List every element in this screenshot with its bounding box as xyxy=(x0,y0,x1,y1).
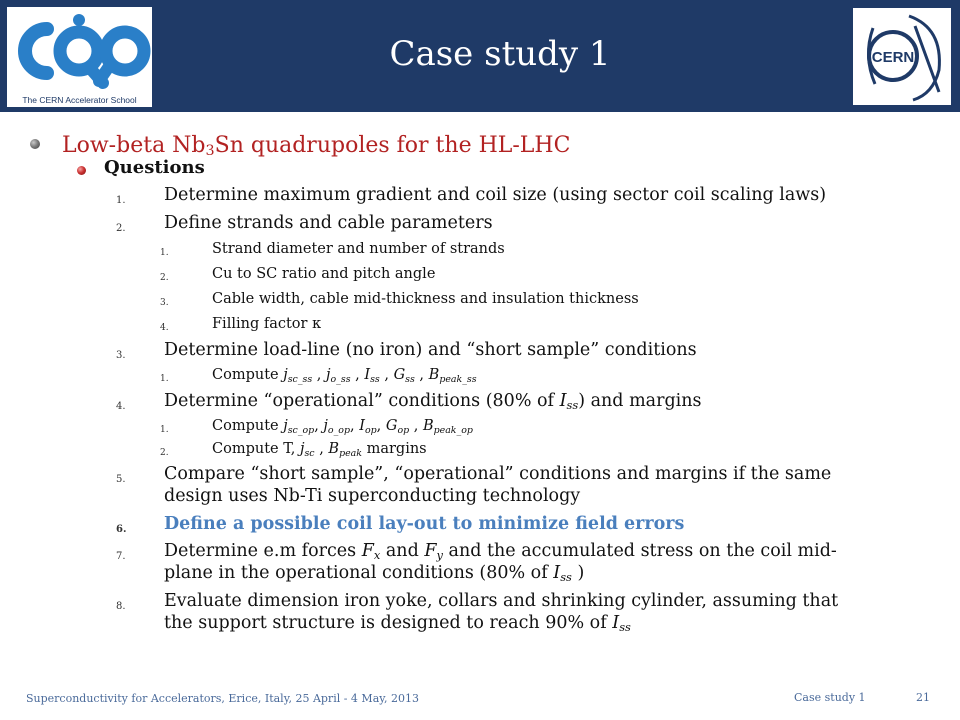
slide-title: Case study 1 xyxy=(389,34,611,74)
question-2-sub-4: 4. Filling factor κ xyxy=(160,316,322,333)
cas-logo xyxy=(7,7,152,107)
page-number: 21 xyxy=(916,691,930,704)
question-6: 6. Define a possible coil lay-out to minimize field errors xyxy=(116,514,685,535)
question-8-line-2: the support structure is designed to reach 90% of $I_{ss}$ xyxy=(164,613,631,634)
question-3: 3. Determine load-line (no iron) and “short sample” conditions xyxy=(116,340,697,361)
question-5-line-2: design uses Nb-Ti superconducting technology xyxy=(164,486,581,506)
question-2-sub-3: 3. Cable width, cable mid-thickness and insulation thickness xyxy=(160,291,639,308)
cern-logo-text: CERN xyxy=(871,49,915,66)
questions-heading: Questions xyxy=(104,157,205,178)
question-4: 4. Determine “operational” conditions (80% of $I_{ss}$) and margins xyxy=(116,391,702,412)
main-bullet: Low-beta $Nb_3Sn$ quadrupoles for the HL-LHC xyxy=(62,133,571,159)
question-5: 5. Compare “short sample”, “operational” conditions and margins if the same xyxy=(116,464,832,485)
cas-logo-icon xyxy=(7,7,152,95)
question-4-sub-2: 2. Compute T, $j_{sc}$ , $B_{peak}$ margins xyxy=(160,441,427,459)
footer-right: Case study 1 xyxy=(794,691,866,704)
question-7-line-2: plane in the operational conditions (80% of $I_{ss}$ ) xyxy=(164,563,585,584)
cern-logo xyxy=(852,7,952,106)
question-8: 8. Evaluate dimension iron yoke, collars and shrinking cylinder, assuming that xyxy=(116,591,839,612)
question-4-sub-1: 1. Compute $j_{sc\_op}$, $j_{o\_op}$, $I_{op}$, $G_{op}$ , $B_{peak\_op}$ xyxy=(160,418,473,436)
cas-logo-caption: The CERN Accelerator School xyxy=(22,95,137,105)
question-2: 2. Define strands and cable parameters xyxy=(116,213,493,234)
question-3-sub-1: 1. Compute $j_{sc\_ss}$ , $j_{o\_ss}$ , $I_{ss}$ , $G_{ss}$ , $B_{peak\_ss}$ xyxy=(160,367,477,385)
question-1: 1. Determine maximum gradient and coil size (using sector coil scaling laws) xyxy=(116,185,827,206)
header-bar xyxy=(0,0,960,112)
question-2-sub-2: 2. Cu to SC ratio and pitch angle xyxy=(160,266,436,283)
cern-logo-icon xyxy=(853,8,951,105)
question-2-sub-1: 1. Strand diameter and number of strands xyxy=(160,241,505,258)
question-7: 7. Determine e.m forces $F_x$ and $F_y$ and the accumulated stress on the coil mid- xyxy=(116,541,837,562)
sub-bullet-dot-icon xyxy=(77,166,86,175)
bullet-dot-icon xyxy=(30,139,40,149)
footer-left: Superconductivity for Accelerators, Erice, Italy, 25 April - 4 May, 2013 xyxy=(26,692,419,705)
